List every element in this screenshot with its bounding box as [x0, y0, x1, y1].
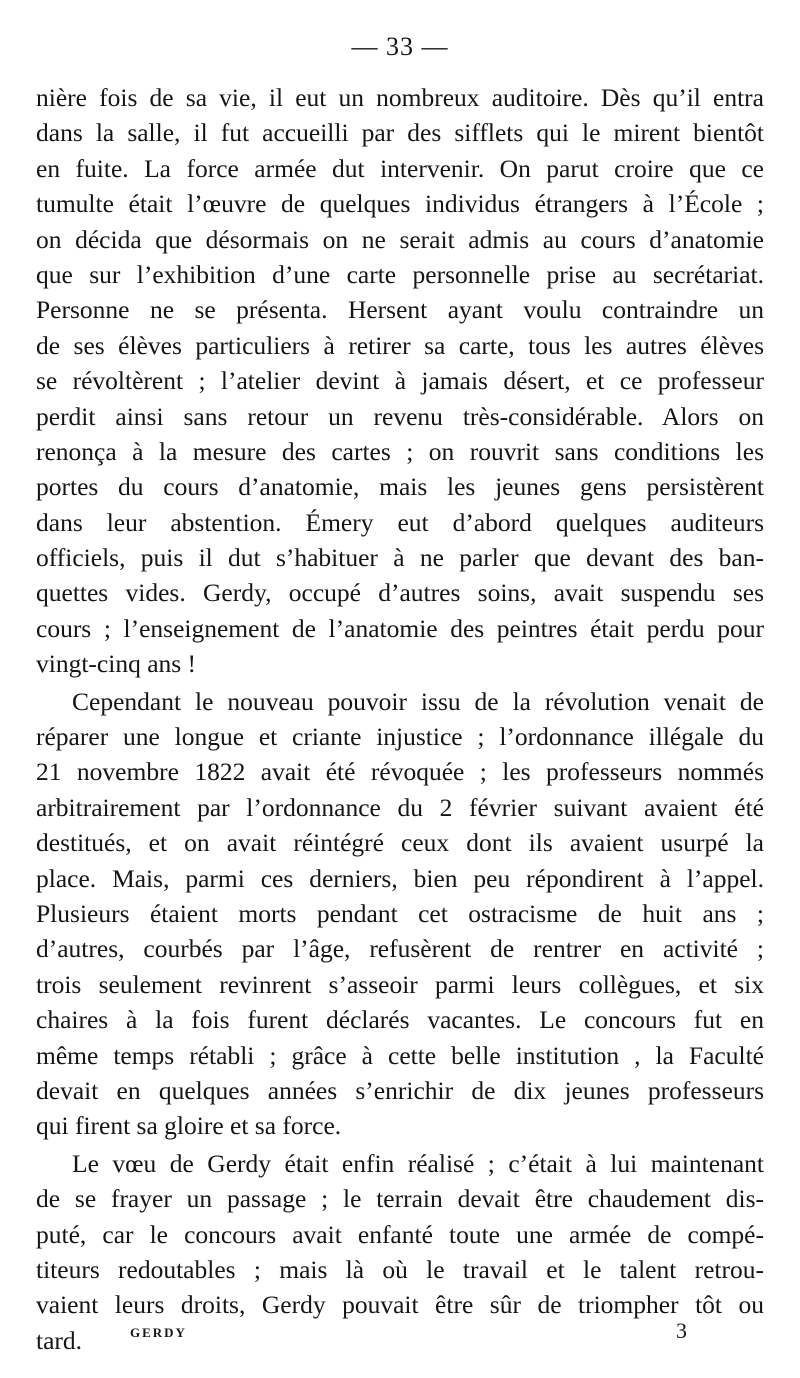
- text-line: destitués, et on avait réintégré ceux dont ils avaient usurpé la: [36, 828, 764, 858]
- text-line: puté, car le concours avait enfanté toute une armée de compé-: [36, 1219, 764, 1249]
- text-line: se révoltèrent ; l’atelier devint à jamais désert, et ce professeur: [36, 366, 764, 396]
- text-line: Le vœu de Gerdy était enfin réalisé ; c’était à lui maintenant: [72, 1148, 764, 1178]
- text-line: Plusieurs étaient morts pendant cet ostracisme de huit ans ;: [36, 898, 764, 928]
- paragraph: [36, 80, 764, 682]
- text-line: devait en quelques années s’enrichir de dix jeunes professeurs: [36, 1075, 764, 1105]
- text-line: place. Mais, parmi ces derniers, bien peu répondirent à l’appel.: [36, 863, 764, 893]
- text-line: vaient leurs droits, Gerdy pouvait être sûr de triompher tôt ou: [36, 1290, 764, 1320]
- text-line: officiels, puis il dut s’habituer à ne parler que devant des ban-: [36, 543, 764, 573]
- text-line: d’autres, courbés par l’âge, refusèrent de rentrer en activité ;: [36, 934, 764, 964]
- text-line: trois seulement revinrent s’asseoir parmi leurs collègues, et six: [36, 969, 764, 999]
- text-line: de se frayer un passage ; le terrain devait être chaudement dis-: [36, 1184, 764, 1214]
- text-line: arbitrairement par l’ordonnance du 2 février suivant avaient été: [36, 792, 764, 822]
- text-line: réparer une longue et criante injustice ; l’ordonnance illégale du: [36, 722, 764, 752]
- text-line: chaires à la fois furent déclarés vacantes. Le concours fut en: [36, 1005, 764, 1035]
- text-line: Personne ne se présenta. Hersent ayant voulu contraindre un: [36, 295, 764, 325]
- printer-signature: GERDY: [130, 1325, 187, 1340]
- text-line: portes du cours d’anatomie, mais les jeunes gens persistèrent: [36, 472, 764, 502]
- paragraph: [36, 684, 764, 1144]
- text-line: on décida que désormais on ne serait admis au cours d’anatomie: [36, 224, 764, 254]
- sheet-number: 3: [676, 1318, 687, 1343]
- text-line: même temps rétabli ; grâce à cette belle institution , la Faculté: [36, 1040, 764, 1070]
- text-line: nière fois de sa vie, il eut un nombreux auditoire. Dès qu’il entra: [36, 83, 764, 112]
- text-line: titeurs redoutables ; mais là où le travail et le talent retrou-: [36, 1254, 764, 1284]
- text-line: dans leur abstention. Émery eut d’abord quelques auditeurs: [36, 507, 764, 537]
- text-line: Cependant le nouveau pouvoir issu de la révolution venait de: [72, 686, 764, 716]
- text-line: en fuite. La force armée dut intervenir. On parut croire que ce: [36, 153, 764, 183]
- text-line: qui firent sa gloire et sa force.: [36, 1111, 342, 1141]
- text-line: tumulte était l’œuvre de quelques individus étrangers à l’École ;: [36, 189, 764, 219]
- body-text: [36, 80, 764, 1358]
- text-line: cours ; l’enseignement de l’anatomie des peintres était perdu pour: [36, 613, 764, 643]
- text-line: tard.: [36, 1325, 83, 1355]
- text-line: dans la salle, il fut accueilli par des sifflets qui le mirent bientôt: [36, 118, 764, 148]
- text-line: quettes vides. Gerdy, occupé d’autres soins, avait suspendu ses: [36, 578, 764, 608]
- text-line: perdit ainsi sans retour un revenu très-considérable. Alors on: [36, 401, 764, 431]
- page-number: — 33 —: [351, 32, 449, 61]
- text-line: que sur l’exhibition d’une carte personnelle prise au secrétariat.: [36, 259, 764, 289]
- text-line: de ses élèves particuliers à retirer sa carte, tous les autres élèves: [36, 330, 764, 360]
- text-line: vingt-cinq ans !: [36, 649, 197, 679]
- text-line: renonça à la mesure des cartes ; on rouvrit sans conditions les: [36, 436, 764, 466]
- text-line: 21 novembre 1822 avait été révoquée ; les professeurs nommés: [36, 757, 764, 787]
